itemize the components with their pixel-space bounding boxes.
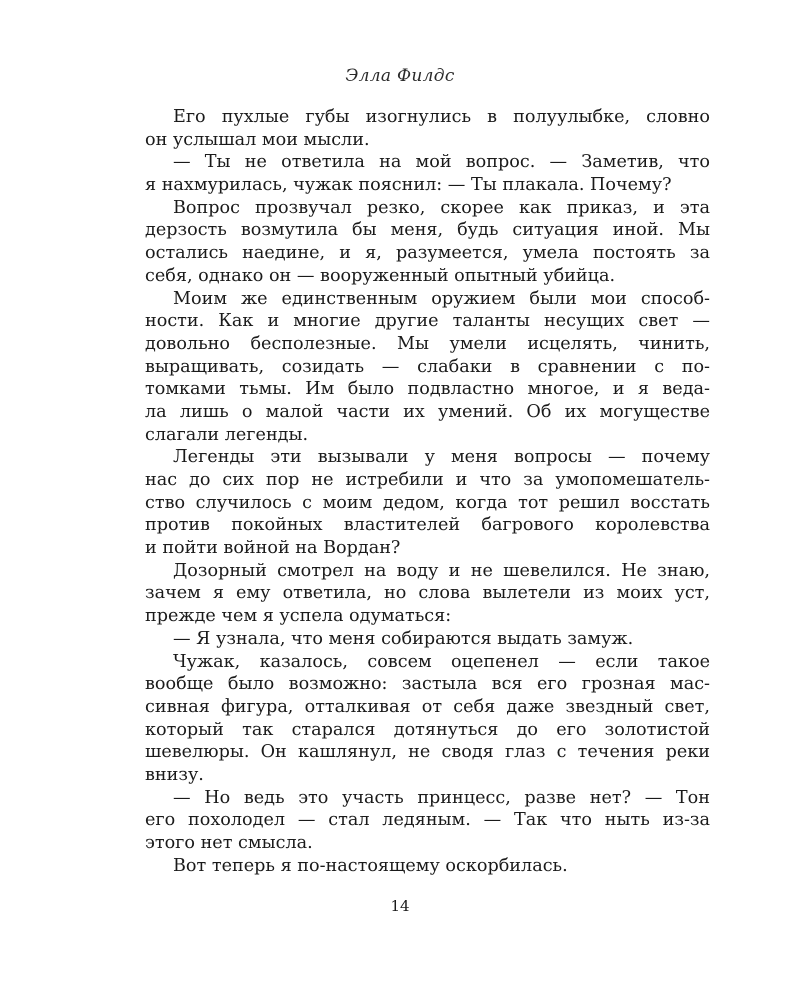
page-number: 14 [390,897,410,915]
text-line: довольно бесполезные. Мы умели исцелять, чинить, [145,333,710,354]
text-line: Вопрос прозвучал резко, скорее как приказ, и эта [173,197,710,218]
text-line: дерзость возмутила бы меня, будь ситуация иной. Мы [145,220,710,241]
text-line: Легенды эти вызывали у меня вопросы — почему [173,447,710,468]
text-line: этого нет смысла. [145,833,313,853]
body-text [145,106,710,877]
text-line: — Ты не ответила на мой вопрос. — Заметив, что [173,152,710,173]
text-line: который так старался дотянуться до его золотистой [145,719,710,740]
text-line: прежде чем я успела одуматься: [145,606,452,627]
text-line: его похолодел — стал ледяным. — Так что ныть из-за [145,810,710,831]
text-line: остались наедине, и я, разумеется, умела постоять за [145,243,710,264]
text-line: Вот теперь я по-настоящему оскорбилась. [173,855,568,876]
text-line: и пойти войной на Вордан? [145,538,401,559]
text-line: выращивать, созидать — слабаки в сравнении с по- [145,356,710,377]
text-line: ности. Как и многие другие таланты несущих свет — [145,311,710,332]
text-line: томками тьмы. Им было подвластно многое, и я веда- [145,379,710,400]
text-line: ство случилось с моим дедом, когда тот решил восстать [145,492,710,513]
text-line: Дозорный смотрел на воду и не шевелился. Не знаю, [173,560,710,581]
text-line: он услышал мои мысли. [145,129,370,150]
text-line: вообще было возможно: застыла вся его грозная мас- [145,674,710,695]
text-line: Моим же единственным оружием были мои способ- [173,288,710,309]
text-line: слагали легенды. [145,424,309,445]
text-line: внизу. [145,764,204,785]
text-line: я нахмурилась, чужак пояснил: — Ты плакала. Почему? [145,175,672,196]
text-line: против покойных властителей багрового королевства [145,515,710,536]
text-line: сивная фигура, отталкивая от себя даже звездный свет, [145,696,710,717]
text-line: зачем я ему ответила, но слова вылетели из моих уст, [145,583,710,604]
text-line: шевелюры. Он кашлянул, не сводя глаз с течения реки [145,742,710,763]
text-line: нас до сих пор не истребили и что за умопомешатель- [145,470,710,490]
text-line: Его пухлые губы изогнулись в полуулыбке, словно [173,107,710,127]
text-line: — Но ведь это участь принцесс, разве нет? — Тон [173,787,710,808]
text-line: ла лишь о малой части их умений. Об их могуществе [145,401,710,422]
running-head-author: Элла Филдс [345,66,455,86]
text-line: Чужак, казалось, совсем оцепенел — если такое [173,651,710,672]
text-line: себя, однако он — вооруженный опытный убийца. [145,265,616,286]
text-line: — Я узнала, что меня собираются выдать замуж. [173,628,634,649]
